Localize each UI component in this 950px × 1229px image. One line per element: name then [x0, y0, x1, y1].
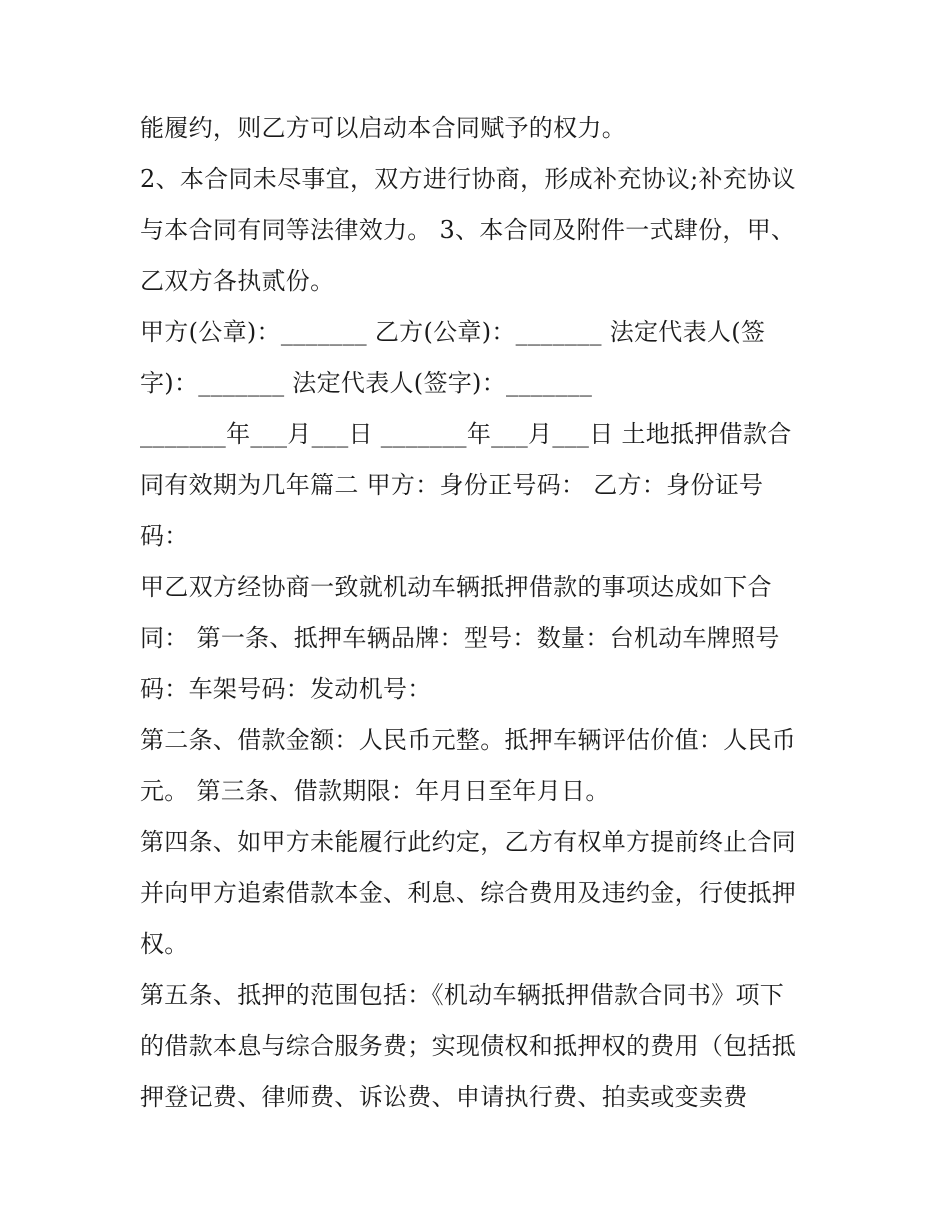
text-line: 第二条、借款金额：人民币元整。抵押车辆评估价值：人民币 [140, 726, 797, 754]
text-line: 同有效期为几年篇二 甲方：身份正号码： 乙方：身份证号 [140, 471, 764, 499]
text-line: 与本合同有同等法律效力。 3、本合同及附件一式肆份，甲、 [140, 216, 796, 244]
text-line: 码：车架号码：发动机号： [140, 675, 432, 703]
text-line: 码： [140, 522, 189, 550]
text-line: 权。 [140, 930, 189, 958]
text-line: 第五条、抵押的范围包括：《机动车辆抵押借款合同书》项下 [140, 981, 785, 1009]
text-line: 甲方(公章)：_______ 乙方(公章)：_______ 法定代表人(签 [140, 318, 766, 346]
text-line: 字)：_______ 法定代表人(签字)：_______ [140, 369, 593, 397]
text-line: 的借款本息与综合服务费；实现债权和抵押权的费用（包括抵 [140, 1032, 797, 1060]
text-line: 甲乙双方经协商一致就机动车辆抵押借款的事项达成如下合 [140, 573, 772, 601]
text-line: 同： 第一条、抵押车辆品牌：型号：数量：台机动车牌照号 [140, 624, 780, 652]
text-line: 并向甲方追索借款本金、利息、综合费用及违约金，行使抵押 [140, 879, 797, 907]
text-line: 乙双方各执贰份。 [140, 267, 335, 295]
text-line: 第四条、如甲方未能履行此约定，乙方有权单方提前终止合同 [140, 828, 797, 856]
text-line: _______年___月___日 _______年___月___日 土地抵押借款合 [140, 420, 792, 448]
text-line: 能履约，则乙方可以启动本合同赋予的权力。 [140, 114, 626, 142]
text-line: 押登记费、律师费、诉讼费、申请执行费、拍卖或变卖费 [140, 1083, 748, 1111]
text-line: 元。 第三条、借款期限：年月日至年月日。 [140, 777, 610, 805]
text-line: 2、本合同未尽事宜，双方进行协商，形成补充协议;补充协议 [140, 165, 796, 193]
document-body [140, 103, 830, 1123]
